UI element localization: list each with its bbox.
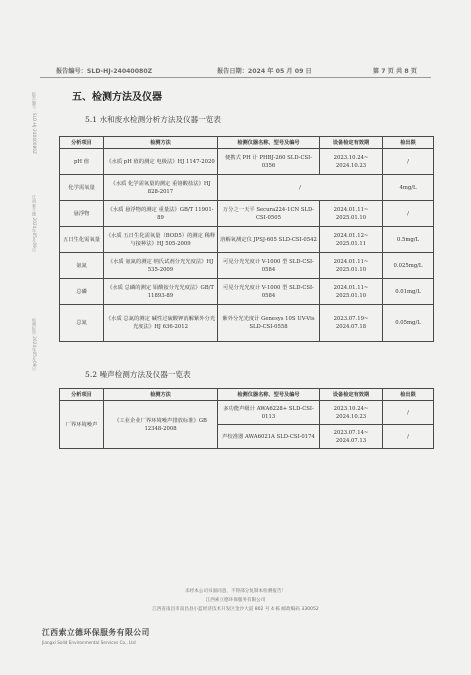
- detection-limit: 0.5mg/L: [383, 227, 434, 253]
- instrument: 便携式 PH 计 PHBJ-260 SLD-CSI-0356: [218, 149, 320, 175]
- detection-limit: /: [383, 149, 434, 175]
- column-header: 检出限: [383, 137, 434, 149]
- page-number: 第 7 页 共 8 页: [372, 68, 417, 75]
- test-method: 《水质 化学需氧量的测定 重铬酸盐法》HJ 828-2017: [104, 175, 218, 201]
- table-row: [60, 227, 434, 253]
- table-header-row: [60, 137, 434, 149]
- instrument: /: [218, 175, 383, 201]
- table-row: [60, 201, 434, 227]
- noise-methods-table: [59, 388, 434, 449]
- logo-name-en: Jiangxi Solid Environmental Services Co., Ltd: [42, 640, 136, 645]
- validity-period: 2024.01.11~ 2025.01.10: [320, 279, 383, 305]
- table-row: [60, 253, 434, 279]
- logo-name-cn: 江西索立德环保服务有限公司: [42, 628, 150, 637]
- side-stamp: 检测报告 2024年05月09日: [32, 318, 37, 371]
- subsection-title-water: 5.1 水和废水检测分析方法及仪器一览表: [85, 115, 221, 124]
- column-header: 设备检定有效期: [320, 389, 383, 401]
- column-header: 检出限: [383, 389, 434, 401]
- validity-period: 2024.01.11~ 2025.01.10: [320, 201, 383, 227]
- report-number: 报告编号：SLD-HJ-24040080Z: [56, 68, 153, 75]
- column-header: 检测仪器名称、型号及编号: [218, 389, 320, 401]
- instrument: 紫外分光光度计 Genesys 10S UV-Vis SLD-CSI-0558: [218, 305, 320, 342]
- table-row: [60, 149, 434, 175]
- table-row: [60, 305, 434, 342]
- column-header: 分析项目: [60, 389, 104, 401]
- column-header: 检测仪器名称、型号及编号: [218, 137, 320, 149]
- validity-period: 2023.07.14~ 2024.07.13: [320, 425, 383, 449]
- validity-period: 2023.07.19~ 2024.07.18: [320, 305, 383, 342]
- instrument: 声校准器 AWA6021A SLD-CSI-0174: [218, 425, 320, 449]
- instrument: 溶解氧测定仪 JPSJ-605 SLD-CSI-0542: [218, 227, 320, 253]
- footer-company: 江西索立德环保服务有限公司: [205, 598, 266, 603]
- analysis-item: 氨氮: [60, 253, 104, 279]
- report-date: 报告日期：2024 年 05 月 09 日: [217, 68, 312, 75]
- side-stamp: 江西索立德 2024年05月09日: [32, 195, 37, 253]
- detection-limit: 0.01mg/L: [383, 279, 434, 305]
- instrument: 可见分光光度计 V-1000 型 SLD-CSI-0584: [218, 253, 320, 279]
- analysis-item: 总磷: [60, 279, 104, 305]
- test-method: 《水质 氨氮的测定 纳氏试剂分光光度法》HJ 535-2009: [104, 253, 218, 279]
- table-header-row: [60, 389, 434, 401]
- footer-address: 江西省南昌市南昌县小蓝经济技术开发区金沙大道 802 号 4 栋 邮政编码 330052: [152, 607, 319, 612]
- column-header: 分析项目: [60, 137, 104, 149]
- instrument: 万分之一天平 Secura224-1CN SLD-CSI-0505: [218, 201, 320, 227]
- detection-limit: 0.05mg/L: [383, 305, 434, 342]
- side-stamp: 报告编号：SLD-HJ-24040080Z: [32, 92, 37, 155]
- column-header: 设备检定有效期: [320, 137, 383, 149]
- header-divider: [40, 77, 431, 78]
- footer-disclaimer: 未经本公司书面同意，不得部分复制本检测报告！: [184, 589, 287, 594]
- section-title: 五、检测方法及仪器: [72, 92, 162, 103]
- detection-limit: /: [383, 425, 434, 449]
- analysis-item: 化学需氧量: [60, 175, 104, 201]
- analysis-item: pH 值: [60, 149, 104, 175]
- instrument: 多功能声级计 AWA6228+ SLD-CSI-0113: [218, 401, 320, 425]
- analysis-item: 悬浮物: [60, 201, 104, 227]
- analysis-item: 总氮: [60, 305, 104, 342]
- table-row: [60, 401, 434, 425]
- test-method: 《水质 总磷的测定 钼酸铵分光光度法》GB/T 11893-89: [104, 279, 218, 305]
- analysis-item: 五日生化需氧量: [60, 227, 104, 253]
- validity-period: 2024.01.12~ 2025.01.11: [320, 227, 383, 253]
- column-header: 检测方法: [104, 137, 218, 149]
- test-method: 《工业企业厂界环境噪声排放标准》GB 12348-2008: [104, 401, 218, 449]
- test-method: 《水质 总氮的测定 碱性过硫酸钾消解紫外分光光度法》HJ 636-2012: [104, 305, 218, 342]
- validity-period: 2023.10.24~ 2024.10.23: [320, 149, 383, 175]
- validity-period: 2023.10.24~ 2024.10.23: [320, 401, 383, 425]
- analysis-item: 厂界环境噪声: [60, 401, 104, 449]
- test-method: 《水质 悬浮物的测定 重量法》GB/T 11901-89: [104, 201, 218, 227]
- company-logo: [42, 627, 150, 645]
- detection-limit: /: [383, 201, 434, 227]
- column-header: 检测方法: [104, 389, 218, 401]
- validity-period: 2024.01.11~ 2025.01.10: [320, 253, 383, 279]
- test-method: 《水质 五日生化需氧量（BOD5）的测定 稀释与接种法》HJ 505-2009: [104, 227, 218, 253]
- table-row: [60, 175, 434, 201]
- water-methods-table: [59, 136, 434, 342]
- instrument: 可见分光光度计 V-1000 型 SLD-CSI-0584: [218, 279, 320, 305]
- test-method: 《水质 pH 值的测定 电极法》HJ 1147-2020: [104, 149, 218, 175]
- detection-limit: 0.025mg/L: [383, 253, 434, 279]
- detection-limit: 4mg/L: [383, 175, 434, 201]
- subsection-title-noise: 5.2 噪声检测方法及仪器一览表: [85, 370, 191, 379]
- table-row: [60, 279, 434, 305]
- detection-limit: /: [383, 401, 434, 425]
